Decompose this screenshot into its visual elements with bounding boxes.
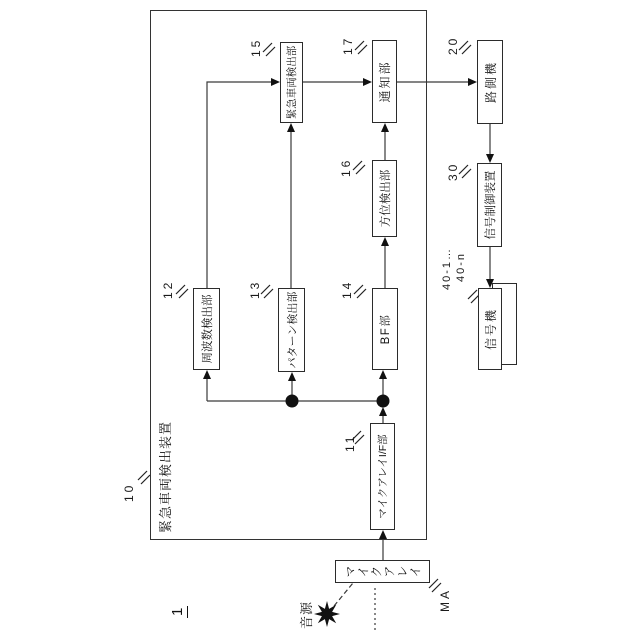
- block-frequency-detect: 周波数検出部: [193, 288, 220, 370]
- block-bf: BF部: [372, 288, 398, 370]
- block-mic-array: マイクアレイ: [335, 560, 430, 583]
- ref-16: 16: [339, 157, 353, 177]
- ref-10: 10: [122, 482, 136, 502]
- device-title: 緊急車両検出装置: [158, 420, 173, 533]
- ref-40-1: 40-1…: [441, 246, 453, 290]
- block-emergency-vehicle-detect: 緊急車両検出部: [280, 42, 303, 123]
- block-pattern-detect: パターン検出部: [278, 288, 305, 372]
- ref-ma: MA: [438, 588, 452, 612]
- ref-11: 11: [343, 433, 357, 452]
- ref-17: 17: [341, 35, 355, 55]
- sound-source-star: [314, 601, 340, 627]
- figure-number: 1: [169, 607, 186, 616]
- ref-40-n: 40-n: [455, 251, 467, 282]
- ref-30: 30: [446, 161, 460, 181]
- block-direction-detect: 方位検出部: [372, 160, 397, 237]
- block-roadside-unit: 路側機: [477, 40, 503, 124]
- ref-14: 14: [340, 279, 354, 299]
- block-mic-array-if: マイクアレイI/F部: [370, 423, 395, 530]
- block-signal-controller: 信号制御装置: [477, 163, 502, 247]
- ref-13: 13: [248, 279, 262, 299]
- sound-source-label: 音源: [299, 600, 314, 629]
- ref-20: 20: [446, 35, 460, 55]
- ref-12: 12: [161, 279, 175, 299]
- block-traffic-signal: 信号機: [478, 288, 502, 370]
- ref-15: 15: [249, 37, 263, 57]
- block-notification: 通知部: [372, 40, 397, 123]
